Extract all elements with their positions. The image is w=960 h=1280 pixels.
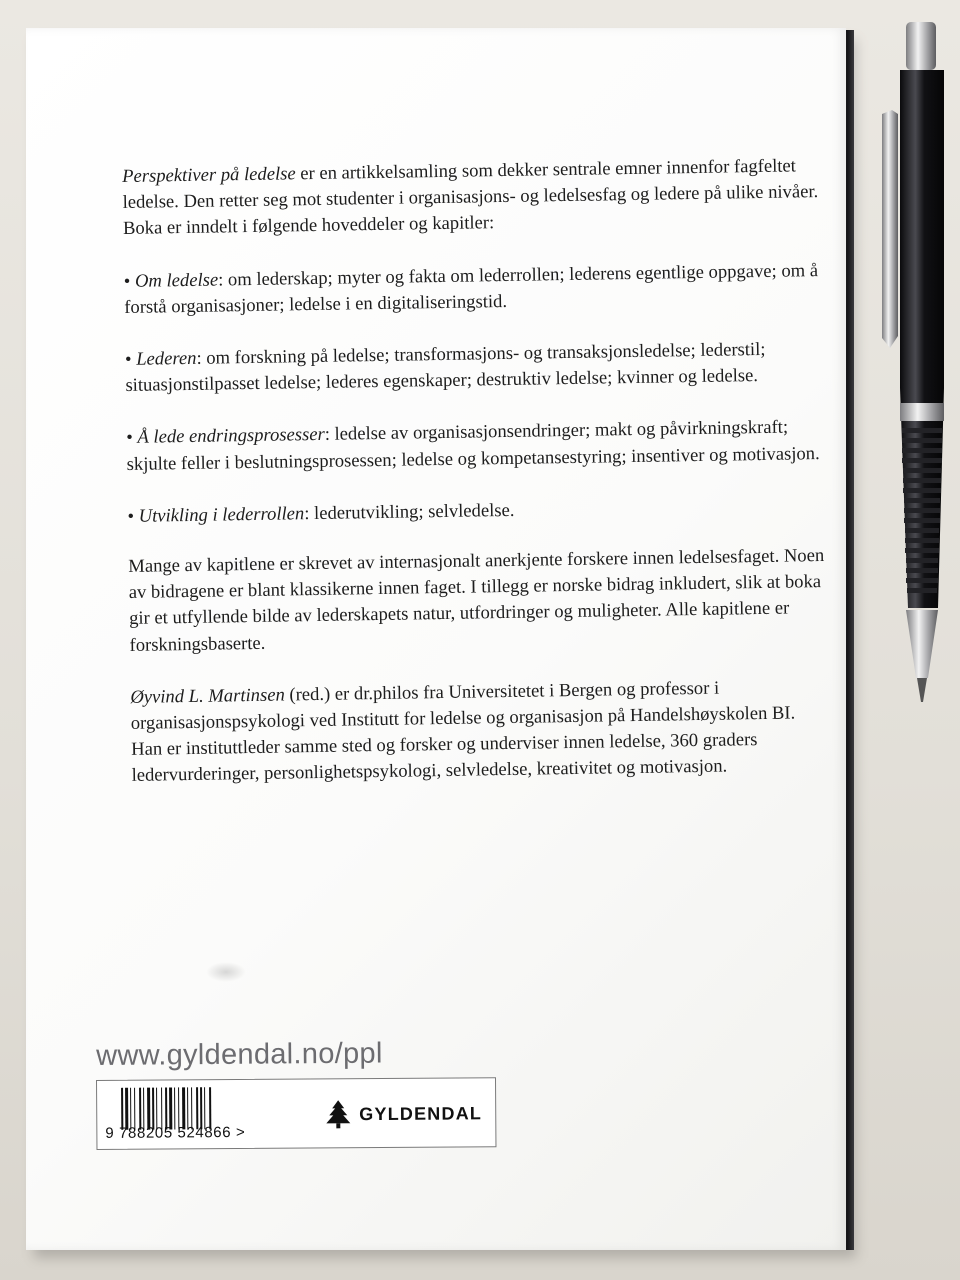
section-title: Å lede endringsprosesser	[137, 424, 325, 449]
barcode-bar	[147, 1088, 150, 1130]
barcode-bar	[204, 1087, 205, 1129]
barcode-bar	[156, 1088, 157, 1130]
section-title: Lederen	[136, 347, 197, 370]
publisher-logo	[325, 1098, 482, 1129]
barcode-bar	[152, 1088, 154, 1130]
section-title: Om ledelse	[134, 269, 219, 292]
pen-icon	[868, 18, 960, 708]
barcode-bar	[200, 1087, 202, 1129]
section-text: : ledelse av organisasjonsendringer; makt og påvirkningskraft; skjulte feller i beslutningsprosessen; ledelse og kompetansestyring; insentiver og motivasjon.	[126, 416, 820, 475]
intro-text: er en artikkelsamling som dekker sentrale emner innenfor fagfeltet ledelse. Den retter seg mot studenter i organisasjons- og ledelsesfag og ledere på ulike nivåer. Boka er inndelt i følgende hoveddeler og kapitler:	[122, 155, 819, 240]
author-name: Øyvind L. Martinsen	[130, 684, 285, 708]
barcode-panel	[96, 1077, 496, 1150]
barcode-bar	[178, 1087, 179, 1129]
bullet-icon: •	[126, 427, 133, 449]
barcode-bar	[161, 1088, 162, 1130]
publisher-name: GYLDENDAL	[359, 1102, 483, 1124]
barcode-bar	[130, 1088, 131, 1130]
bullet-icon: •	[127, 505, 135, 527]
barcode-bar	[143, 1088, 144, 1130]
section-om-ledelse	[124, 258, 825, 321]
barcode-bar	[169, 1087, 172, 1129]
intro-paragraph	[122, 153, 823, 243]
section-lederen	[125, 336, 826, 399]
barcode-bar	[125, 1088, 128, 1130]
barcode-bar	[182, 1087, 185, 1129]
bullet-icon: •	[123, 270, 131, 292]
cover-smudge	[206, 962, 246, 982]
book-title: Perspektiver på ledelse	[122, 163, 296, 187]
barcode-bar	[139, 1088, 141, 1130]
author-bio: (red.) er dr.philos fra Universitetet i Bergen og professor i organisasjonspsykologi ved Institutt for ledelse og organisasjon på Handelshøyskolen BI. Han er instituttleder samme sted og forsker og underviser innen ledelse, 360 graders ledervurderinger, personlighetspsykologi, selvledelse, kreativitet og motivasjon.	[130, 677, 796, 787]
section-utvikling	[127, 493, 827, 530]
publisher-url: www.gyldendal.no/ppl	[96, 1037, 383, 1072]
section-endringsprosesser	[126, 414, 827, 477]
blurb-text	[122, 153, 832, 816]
tree-icon	[325, 1099, 351, 1129]
section-title: Utvikling i lederrollen	[138, 503, 305, 527]
barcode-bar	[174, 1087, 175, 1129]
author-paragraph	[130, 674, 832, 790]
bullet-icon: •	[124, 348, 132, 370]
section-text: : om lederskap; myter og fakta om lederrollen; lederens egentlige oppgave; om å forstå organisasjoner; ledelse i en digitaliseringstid.	[124, 259, 819, 318]
summary-paragraph: Mange av kapitlene er skrevet av internasjonalt anerkjente forskere innen ledelsesfaget. Noen av bidragene er blant klassikerne innen faget. I tillegg er norske bidrag inkludert, slik at boka gir et utfyllende bilde av lederskapets natur, utfordringer og muligheter. Alle kapitlene er forskningsbaserte.	[128, 545, 825, 656]
barcode-bar	[191, 1087, 192, 1129]
barcode-bar	[165, 1088, 167, 1130]
barcode-bar	[209, 1087, 211, 1129]
barcode-bar	[187, 1087, 188, 1129]
barcode-bar	[134, 1088, 135, 1130]
isbn-digits: 9 788205 524866 >	[105, 1123, 246, 1142]
barcode-bar	[196, 1087, 198, 1129]
section-text: : lederutvikling; selvledelse.	[304, 499, 515, 525]
section-text: : om forskning på ledelse; transformasjons- og transaksjonsledelse; lederstil; situasjonstilpasset ledelse; lederes egenskaper; destruktiv ledelse; kvinner og ledelse.	[125, 338, 766, 397]
barcode-bar	[121, 1088, 123, 1130]
